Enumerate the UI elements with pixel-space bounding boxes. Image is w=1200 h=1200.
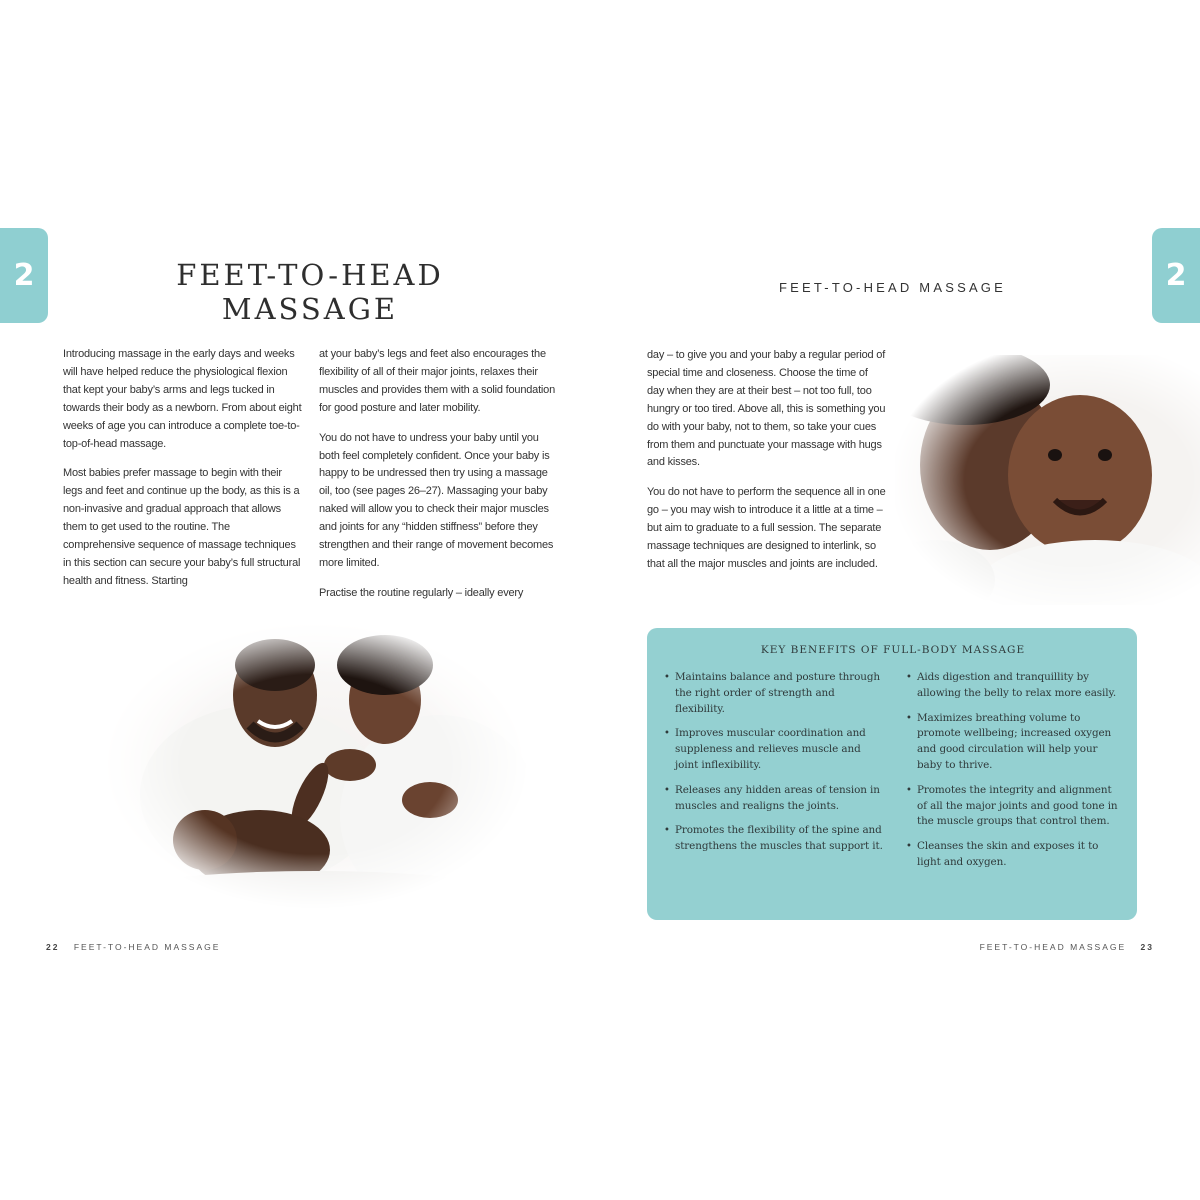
paragraph: Introducing massage in the early days and weeks will have helped reduce the physiological flexion that kept your baby’s arms and legs tucked in towards their body as a newborn. From about eight weeks of age you can introduce a complete toe-to-top-of-head massage.: [63, 348, 302, 450]
page-number: 22: [46, 942, 60, 952]
title-line-2: MASSAGE: [221, 292, 399, 326]
footer-left: [36, 942, 220, 952]
family-massage-photo: [100, 625, 530, 915]
key-benefits-box: [647, 628, 1137, 920]
benefit-item: • Releases any hidden areas of tension in muscles and realigns the joints.: [665, 783, 885, 815]
paragraph: Practise the routine regularly – ideally every: [319, 586, 524, 599]
benefit-item: • Improves muscular coordination and suppleness and relieves muscle and joint inflexibility.: [665, 726, 885, 773]
paragraph: Most babies prefer massage to begin with their legs and feet and continue up the body, as this is a non-invasive and gradual approach that allows them to get used to the routine. The comprehensive sequence of massage techniques in this section can secure your baby’s full structural health and fitness. Starting: [63, 467, 301, 587]
chapter-tab-left: 2: [0, 228, 48, 323]
benefit-item: • Promotes the flexibility of the spine and strengthens the muscles that support it.: [665, 823, 885, 855]
footer-right: [980, 942, 1164, 952]
left-column-1: [63, 346, 303, 603]
paragraph: day – to give you and your baby a regular period of special time and closeness. Choose the time of day when they are at their best – not too full, too hungry or too tired. Above all, this is something you do with your baby, not to them, so take your cues from them and punctuate your massage with hugs and kisses.: [647, 349, 886, 469]
paragraph: You do not have to perform the sequence all in one go – you may wish to introduce it a little at a time – but aim to graduate to a full session. The separate massage techniques are designed to interlink, so that all the major muscles and joints are included.: [647, 486, 886, 570]
page-title: [160, 258, 460, 326]
benefits-list-right: [907, 670, 1121, 880]
mother-baby-photo: [895, 355, 1200, 605]
paragraph: You do not have to undress your baby until you both feel completely confident. Once your baby is happy to be undressed then try using a massage oil, too (see pages 26–27). Massaging your baby naked will allow you to check their major muscles and joints for any “hidden stiffness” before they strengthen and their range of movement becomes more limited.: [319, 431, 554, 569]
benefit-item: • Maximizes breathing volume to promote wellbeing; increased oxygen and good circulation will help your baby to thrive.: [907, 711, 1121, 774]
benefit-item: • Aids digestion and tranquillity by allowing the belly to relax more easily.: [907, 670, 1121, 702]
footer-label: FEET-TO-HEAD MASSAGE: [73, 942, 221, 952]
right-column-1: [647, 347, 887, 586]
title-line-1: FEET-TO-HEAD: [176, 258, 444, 292]
benefits-list-left: [665, 670, 885, 880]
key-benefits-heading: KEY BENEFITS OF FULL-BODY MASSAGE: [760, 644, 1026, 656]
paragraph: at your baby’s legs and feet also encourages the flexibility of all of their major joints, relaxes their muscles and provides them with a solid foundation for good posture and later mobility.: [319, 348, 556, 414]
benefit-item: • Maintains balance and posture through the right order of strength and flexibility.: [665, 670, 885, 717]
benefit-item: • Promotes the integrity and alignment of all the major joints and good tone in the muscle groups that control them.: [907, 783, 1121, 830]
running-head: FEET-TO-HEAD MASSAGE: [778, 280, 1006, 295]
chapter-tab-right: 2: [1152, 228, 1200, 323]
page-number: 23: [1140, 942, 1154, 952]
left-column-2: [319, 346, 555, 615]
benefit-item: • Cleanses the skin and exposes it to light and oxygen.: [907, 839, 1121, 871]
footer-label: FEET-TO-HEAD MASSAGE: [979, 942, 1127, 952]
